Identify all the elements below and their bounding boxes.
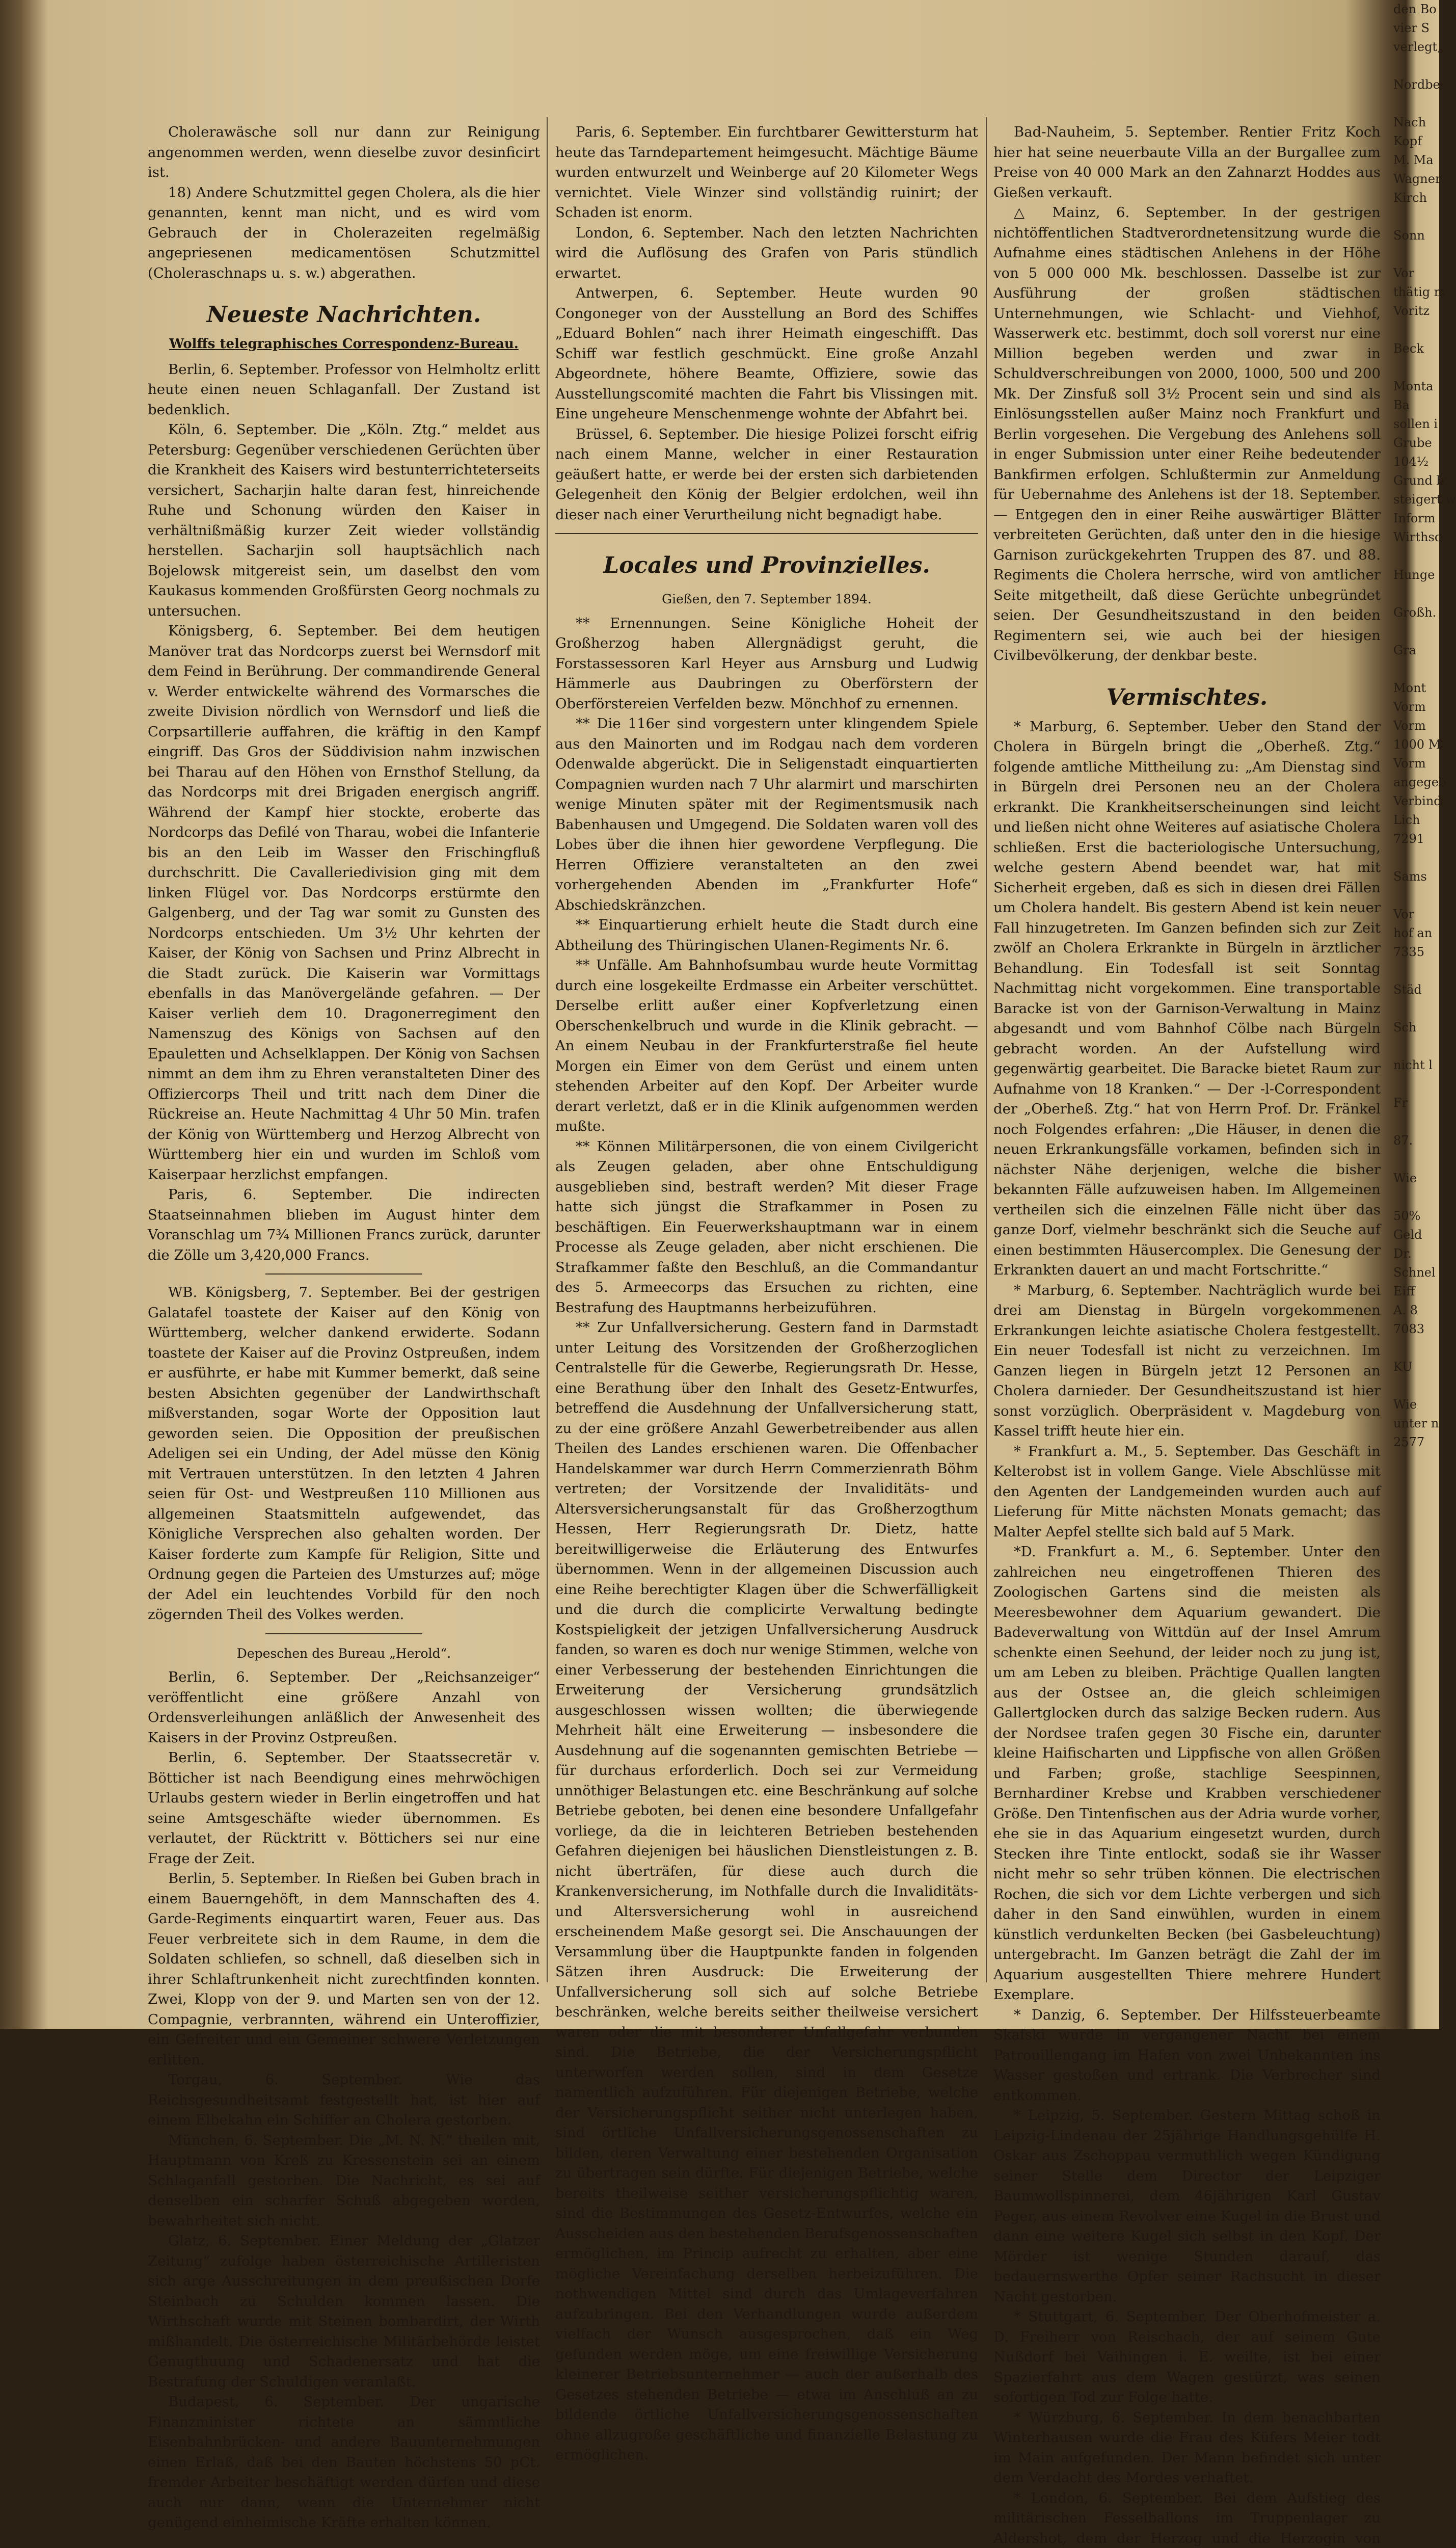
article-herold-3: Berlin, 5. September. In Rießen bei Guben brach in einem Bauerngehöft, in dem Mannschaften des 4. Garde-Regiments einquartirt waren, Feuer aus. Das Feuer verbreitete sich in dem Raume, in dem die Soldaten schliefen, so schnell, daß dieselben sich in ihrer Schlaftrunkenheit nicht zurechtfinden konnten. Zwei, Klopp von der 9. und Marten sen von der 12. Compagnie, verbrannten, während ein Unteroffizier, ein Gefreiter und ein Gemeiner schwere Verletzungen erlitten. <box>148 1869 540 2070</box>
adjacent-page-line <box>1393 999 1439 1018</box>
article-misc-7: * Stuttgart, 6. September. Der Oberhofmeister a. D. Freiherr von Reischach, der auf seinem Gute Nußdorf bei Vaihingen i. E. weilte, ist bei einer Spazierfahrt aus dem Wagen gestürzt, was seinen sofortigen Tod zur Folge hatte. <box>993 2307 1381 2408</box>
divider <box>265 1633 422 1634</box>
adjacent-page-line <box>1393 962 1439 980</box>
article-wolff-4: Paris, 6. September. Die indirecten Staatseinnahmen blieben im August hinter dem Voranschlag um 7¾ Millionen Francs zurück, darunter die Zölle um 3,420,000 Francs. <box>148 1185 540 1265</box>
adjacent-page-line: Verbind <box>1393 792 1439 811</box>
adjacent-page-line: Grund b <box>1393 471 1439 490</box>
adjacent-page-line: 7291 <box>1393 830 1439 848</box>
adjacent-page-line: Städ <box>1393 980 1439 999</box>
adjacent-page-line: Schnel <box>1393 1263 1439 1282</box>
cholera-rule-18: 18) Andere Schutzmittel gegen Cholera, als die hier genannten, kennt man nicht, und es wird vom Gebrauch der in Cholerazeiten regelmäßig angepriesenen medicamentösen Schutzmittel (Choleraschnaps u. s. w.) abgerathen. <box>148 183 540 284</box>
article-london: London, 6. September. Nach den letzten Nachrichten wird die Auflösung des Grafen von Paris stündlich erwartet. <box>555 223 978 284</box>
adjacent-page-line: 87. <box>1393 1131 1439 1150</box>
article-misc-2: * Marburg, 6. September. Nachträglich wurde bei drei am Dienstag in Bürgeln vorgekommenen Erkrankungen leichte asiatische Cholera festgestellt. Ein neuer Todesfall ist nicht zu verzeichnen. Im Ganzen liegen in Bürgeln jetzt 12 Personen an Cholera darnieder. Der Gesundheitszustand ist hier sonst vorzüglich. Oberpräsident v. Magdeburg von Kassel trifft heute hier ein. <box>993 1281 1381 1442</box>
adjacent-page-line: Vorm <box>1393 698 1439 716</box>
adjacent-page-line: Sch <box>1393 1018 1439 1037</box>
adjacent-page-line <box>1393 547 1439 566</box>
adjacent-page-line: verlegt, <box>1393 38 1439 57</box>
article-mainz: △ Mainz, 6. September. In der gestrigen nichtöffentlichen Stadtverordnetensitzung wurde die Aufnahme eines städtischen Anlehens in der Höhe von 5 000 000 Mk. beschlossen. Dasselbe ist zur Ausführung der großen städtischen Unternehmungen, wie Schlacht- und Viehhof, Wasserwerk etc. bestimmt, doch soll vorerst nur eine Million begeben werden und zwar in Schuldverschreibungen von 2000, 1000, 500 und 200 Mk. Der Zinsfuß soll 3½ Procent sein und sind als Einlösungsstellen außer Mainz noch Frankfurt und Berlin vorgesehen. Die Vergebung des Anlehens soll in enger Submission unter einer Reihe bedeutender Bankfirmen erfolgen. Schlußtermin zur Anmeldung für Uebernahme des Anlehens ist der 18. September. — Entgegen den in einer Reihe auswärtiger Blätter verbreiteten Gerüchten, daß unter den in die hiesige Garnison zurückgekehrten Truppen des 87. und 88. Regiments die Cholera herrsche, wird von amtlicher Seite mitgetheilt, daß diese Gerüchte unbegründet seien. Der Gesundheitszustand in den beiden Regimentern sei, wie auch bei der hiesigen Civilbevölkerung, der denkbar beste. <box>993 203 1381 666</box>
adjacent-page-line: sollen i <box>1393 415 1439 434</box>
section-sub-herold: Depeschen des Bureau „Herold“. <box>148 1643 540 1664</box>
adjacent-page-line: angegeb <box>1393 773 1439 792</box>
adjacent-page-line: Beck <box>1393 339 1439 358</box>
article-local-4: ** Unfälle. Am Bahnhofsumbau wurde heute Vormittag durch eine losgekeilte Erdmasse ein Arbeiter verschüttet. Derselbe erlitt außer einer Kopfverletzung einen Oberschenkelbruch und wurde in die Klinik gebracht. — An einem Neubau in der Frankfurterstraße fiel heute Morgen ein Eimer von dem Gerüst und einem unten stehenden Arbeiter auf den Kopf. Der Arbeiter wurde derart verletzt, daß er in die Klinik aufgenommen werden mußte. <box>555 956 978 1137</box>
adjacent-page-line <box>1393 1075 1439 1094</box>
article-misc-4: *D. Frankfurt a. M., 6. September. Unter den zahlreichen neu eingetroffenen Thieren des Zoologischen Gartens sind die meisten als Meeresbewohner dem Aquarium gewandert. Die Badeverwaltung von Wittdün auf der Insel Amrum schenkte einen Seehund, der leider noch zu jung ist, um am Leben zu bleiben. Prächtige Quallen langten aus der Ostsee an, die gleich schleimigen Gallertglocken durch das salzige Becken rudern. Aus der Nordsee trafen gegen 30 Fische ein, darunter kleine Haifischarten und Lippfische von allen Größen und Farben; große, stachlige Seespinnen, Bernhardiner Krebse und Krabben verschiedener Größe. Den Tintenfischen aus der Adria wurde vorher, ehe sie in das Aquarium eingesetzt wurden, durch Stecken ihre Tinte entlockt, sodaß sie ihr Wasser nicht mehr so sehr trüben können. Die electrischen Rochen, die sich vor dem Lichte verbergen und sich daher in den Sand einwühlen, wurden in einem künstlich verdunkelten Becken (bei Gasbeleuchtung) untergebracht. Im Ganzen beträgt die Zahl der im Aquarium ausgestellten Thiere mehrere Hundert Exemplare. <box>993 1542 1381 2005</box>
article-bad-nauheim: Bad-Nauheim, 5. September. Rentier Fritz Koch hier hat seine neuerbaute Villa an der Burgallee zum Preise von 40 000 Mark an den Zahnarzt Hoddes aus Gießen verkauft. <box>993 122 1381 203</box>
article-local-3: ** Einquartierung erhielt heute die Stadt durch eine Abtheilung des Thüringischen Ulanen-Regiments Nr. 6. <box>555 915 978 956</box>
adjacent-page-line <box>1393 886 1439 905</box>
adjacent-page-line <box>1393 1150 1439 1169</box>
adjacent-page-line: steigert w <box>1393 490 1439 509</box>
article-herold-5: München, 6. September. Die „M. N. N.“ theilen mit, Hauptmann von Kreß zu Kressenstein sei an einem Schlaganfall gestorben. Die Nachricht, es sei auf denselben ein scharfer Schuß abgegeben worden, bewahrheitet sich nicht. <box>148 2131 540 2232</box>
adjacent-page-fragment <box>1393 0 1439 2029</box>
article-misc-9: * London, 6. September. Bei dem Aufstieg des militärischen Fesselballons im Truppenlager zu Aldershot, dem der Herzog und die Herzogin von <box>993 2488 1381 2548</box>
adjacent-page-line: Nordbe <box>1393 75 1439 94</box>
adjacent-page-line: 7335 <box>1393 943 1439 962</box>
column-1 <box>148 122 540 2533</box>
adjacent-page-line: Eiff <box>1393 1282 1439 1301</box>
article-misc-5: * Danzig, 6. September. Der Hilfssteuerbeamte Skafski wurde in vergangener Nacht bei einem Patrouillengang im Hafen von zwei Unbekannten ins Wasser gestoßen und ertrank. Die Verbrecher sind entkommen. <box>993 2005 1381 2106</box>
adjacent-page-line: Wie <box>1393 1395 1439 1414</box>
newspaper-page <box>41 0 1386 2029</box>
adjacent-page-line: Sonn <box>1393 226 1439 245</box>
adjacent-page-line <box>1393 1188 1439 1207</box>
article-local-5: ** Können Militärpersonen, die von einem Civilgericht als Zeugen geladen, aber ohne Entschuldigung ausgeblieben sind, bestraft werden? Mit dieser Frage hatte sich jüngst die Strafkammer in Posen zu beschäftigen. Ein Feuerwerkshauptmann war in einem Processe als Zeuge geladen, aber nicht erschienen. Die Strafkammer faßte den Beschluß, an die Commandantur des 5. Armeecorps das Ersuchen zu richten, eine Bestrafung des Hauptmanns herbeizuführen. <box>555 1137 978 1318</box>
adjacent-page-line: Gra <box>1393 641 1439 660</box>
adjacent-page-line: Sams <box>1393 867 1439 886</box>
adjacent-page-line: 1000 M <box>1393 735 1439 754</box>
adjacent-page-line <box>1393 358 1439 377</box>
dateline: Gießen, den 7. September 1894. <box>555 589 978 609</box>
article-misc-8: * Würzburg, 6. September. In dem benachbarten Winterhausen wurde die Frau des Küfers Meier todt im Main aufgefunden. Der Mann befindet sich unter dem Verdacht des Mordes verhaftet. <box>993 2408 1381 2488</box>
cholera-rule-17: Cholerawäsche soll nur dann zur Reinigung angenommen werden, wenn dieselbe zuvor desinficirt ist. <box>148 122 540 183</box>
column-rule-1 <box>547 117 548 1982</box>
adjacent-page-line: M. Ma <box>1393 151 1439 170</box>
article-wolff-3: Königsberg, 6. September. Bei dem heutigen Manöver trat das Nordcorps zuerst bei Wernsdorf mit dem Feind in Berührung. Der commandirende General v. Werder entwickelte während des Vormarsches die zweite Division nördlich von Wernsdorf und ließ die Corpsartillerie auffahren, die kräftig in den Kampf eingriff. Das Gros der Süddivision nahm inzwischen bei Tharau auf den Höhen von Ernsthof Stellung, da das Nordcorps mit drei Brigaden energisch angriff. Während der Kampf hier stockte, eroberte das Nordcorps das Defilé von Tharau, wobei die Infanterie bis an den Leib im Wasser den Frischingfluß durchschritt. Die Cavalleriedivision ging mit dem linken Flügel vor. Das Nordcorps erstürmte den Galgenberg, und der Tag war somit zu Gunsten des Nordcorps entschieden. Um 3½ Uhr kehrten der Kaiser, der König von Sachsen und Prinz Albrecht in die Stadt zurück. Die Kaiserin war Vormittags ebenfalls in das Manövergelände gefahren. — Der Kaiser verlieh dem 10. Dragonerregiment den Namenszug des Königs von Sachsen auf den Epauletten und Achselklappen. Der König von Sachsen nimmt an dem ihm zu Ehren veranstalteten Diner des Offiziercorps Theil und tritt nach dem Diner die Rückreise an. Heute Nachmittag 4 Uhr 50 Min. trafen der König von Württemberg und Herzog Albrecht von Württemberg hier ein und wurden im Schloß vom Kaiserpaar herzlichst empfangen. <box>148 621 540 1185</box>
article-misc-1: * Marburg, 6. September. Ueber den Stand der Cholera in Bürgeln bringt die „Oberheß. Ztg.“ folgende amtliche Mittheilung zu: „Am Dienstag sind in Bürgeln drei Personen neu an der Cholera erkrankt. Die Krankheitserscheinungen sind leicht und ließen nicht ohne Weiteres auf asiatische Cholera schließen. Erst die bacteriologische Untersuchung, welche gestern Abend beendet war, hat mit Sicherheit ergeben, daß es sich in diesen drei Fällen um Cholera handelt. Bis gestern Abend ist kein neuer Fall hinzugetreten. Im Ganzen befinden sich zur Zeit zwölf an Cholera Erkrankte in Bürgeln in ärztlicher Behandlung. Ein Todesfall ist seit Sonntag Nachmittag nicht vorgekommen. Eine transportable Baracke ist von der Garnison-Verwaltung in Mainz abgesandt und vom Bahnhof Cölbe nach Bürgeln gebracht worden. An der Aufstellung wird gegenwärtig gearbeitet. Die Baracke bietet Raum zur Aufnahme von 18 Kranken.“ — Der -l-Correspondent der „Oberheß. Ztg.“ hat von Herrn Prof. Dr. Fränkel noch Folgendes erfahren: „Die Häuser, in denen die neuen Erkrankungsfälle vorkamen, befinden sich in nächster Nähe derjenigen, welche die bisher bekannten Fälle aufzuweisen haben. Im Allgemeinen vertheilen sich die einzelnen Fälle nicht über das ganze Dorf, vielmehr beschränkt sich die Seuche auf einen bestimmten Häusercomplex. Die Genesung der Erkrankten dauert an und macht Fortschritte.“ <box>993 717 1381 1281</box>
adjacent-page-line <box>1393 321 1439 339</box>
article-local-1: ** Ernennungen. Seine Königliche Hoheit der Großherzog haben Allergnädigst geruht, die Forstassessoren Karl Heyer aus Arnsburg und Ludwig Hämmerle aus Daubringen zu Oberförstern der Oberförstereien Verfelden bezw. Mönchhof zu ernennen. <box>555 614 978 714</box>
adjacent-page-line: hof an <box>1393 924 1439 943</box>
adjacent-page-line: A. 8 <box>1393 1301 1439 1320</box>
adjacent-page-line: Wirthsc <box>1393 528 1439 547</box>
column-3 <box>993 122 1381 2548</box>
adjacent-page-line: Dr. <box>1393 1244 1439 1263</box>
adjacent-page-line: Großh. <box>1393 603 1439 622</box>
article-local-2: ** Die 116er sind vorgestern unter klingendem Spiele aus den Mainorten und im Rodgau nach dem vorderen Odenwalde abgerückt. Die in Seligenstadt einquartierten Compagnien wurden nach 7 Uhr alarmirt und marschirten wenige Minuten später mit der Regimentsmusik nach Babenhausen und Umgegend. Die Soldaten waren voll des Lobes über die ihnen hier gewordene Verpflegung. Die Herren Offiziere veranstalteten an den zwei vorhergehenden Abenden im „Frankfurter Hofe“ Abschiedskränzchen. <box>555 714 978 915</box>
adjacent-page-line: Wie <box>1393 1169 1439 1188</box>
article-herold-7: Budapest, 6. September. Der ungarische Finanzminister richtete an sämmtliche Eisenbahnbrücken- und andere Bauunternehmungen einen Erlaß, daß bei den Bauten höchstens 50 pCt. fremder Arbeiter beschäftigt werden dürfen und diese auch nur dann, wenn die Unternehmer nicht genügend einheimische Kräfte erhalten können. <box>148 2392 540 2533</box>
adjacent-page-line <box>1393 94 1439 113</box>
column-2 <box>555 122 978 2465</box>
article-herold-2: Berlin, 6. September. Der Staatssecretär v. Bötticher ist nach Beendigung eines mehrwöchigen Urlaubs gestern wieder in Berlin eingetroffen und hat seine Amtsgeschäfte wieder übernommen. Es verlautet, der Rücktritt v. Böttichers sei nur eine Frage der Zeit. <box>148 1748 540 1869</box>
adjacent-page-line: Wagner <box>1393 170 1439 189</box>
article-wb-koenigsberg: WB. Königsberg, 7. September. Bei der gestrigen Galatafel toastete der Kaiser auf den König von Württemberg, welcher dankend erwiderte. Sodann toastete der Kaiser auf die Provinz Ostpreußen, indem er ausführte, er habe mit Kummer bemerkt, daß seine besten Absichten gegenüber der Landwirthschaft mißverstanden, sogar Worte der Opposition laut geworden seien. Die Opposition der preußischen Adeligen sei ein Unding, der Adel müsse den König mit Vertrauen unterstützen. In den letzten 4 Jahren seien für Ost- und Westpreußen 110 Millionen aus allgemeinen Staatsmitteln aufgewendet, das Königliche Versprechen also gehalten worden. Der Kaiser forderte zum Kampfe für Religion, Sitte und Ordnung gegen die Parteien des Umsturzes auf; möge der Adel ein leuchtendes Vorbild für den noch zögernden Theil des Volkes werden. <box>148 1283 540 1625</box>
adjacent-page-line: Vorm <box>1393 716 1439 735</box>
adjacent-page-line: Kopf <box>1393 132 1439 151</box>
adjacent-page-line: nicht l <box>1393 1056 1439 1075</box>
adjacent-page-line: 50% <box>1393 1207 1439 1226</box>
column-rule-2 <box>986 117 987 1982</box>
adjacent-page-line: unter n <box>1393 1414 1439 1433</box>
article-wolff-1: Berlin, 6. September. Professor von Helmholtz erlitt heute einen neuen Schlaganfall. Der Zustand ist bedenklich. <box>148 360 540 420</box>
adjacent-page-line: Inform <box>1393 509 1439 528</box>
article-local-6: ** Zur Unfallversicherung. Gestern fand in Darmstadt unter Leitung des Vorsitzenden der Großherzoglichen Centralstelle für die Gewerbe, Regierungsrath Dr. Hesse, eine Berathung über den Inhalt des Gesetz-Entwurfes, betreffend die Ausdehnung der Unfallversicherung statt, zu der eine größere Anzahl Gewerbetreibender aus allen Theilen des Landes erschienen waren. Die Offenbacher Handelskammer war durch Herrn Commerzienrath Böhm vertreten; der Vorsitzende der Invaliditäts- und Altersversicherungsanstalt für das Großherzogthum Hessen, Herr Regierungsrath Dr. Dietz, hatte bereitwilligerweise die Erläuterung des Entwurfes übernommen. Wenn in der allgemeinen Discussion auch eine Reihe berechtigter Klagen über die Schwerfälligkeit und die durch die complicirte Verwaltung bedingte Kostspieligkeit der jetzigen Unfallversicherung Ausdruck fanden, so waren es doch nur wenige Stimmen, welche von einer Verbesserung der bestehenden Einrichtungen die Erweiterung der Versicherung grundsätzlich ausgeschlossen wissen wollten; die überwiegende Mehrheit hält eine Erweiterung — insbesondere die Ausdehnung auf die sogenannten gemischten Betriebe — für durchaus erforderlich. Doch sei zur Vermeidung unnöthiger Belastungen etc. eine Beschränkung auf solche Betriebe geboten, bei denen eine besondere Unfallgefahr vorliege, da die in leichteren Betrieben bestehenden Gefahren diejenigen bei häuslichen Dienstleistungen z. B. nicht überträfen, für diese auch durch die Krankenversicherung, im Nothfalle durch die Invaliditäts- und Altersversicherung wohl in ausreichend erscheinendem Maße gesorgt sei. Die Anschauungen der Versammlung über die Hauptpunkte fanden in folgenden Sätzen ihren Ausdruck: Die Erweiterung der Unfallversicherung soll sich auf solche Betriebe beschränken, welche bereits seither theilweise versichert waren oder die mit besonderer Unfallgefahr verbunden sind. Die Betriebe, die der Versicherungspflicht unterworfen werden sollen, sind in dem Gesetze namentlich aufzuführen. Für diejenigen Betriebe, welche der Versicherungspflicht seither nicht unterlegen haben, sind örtliche Unfallversicherungsgenossenschaften zu bilden, deren Verwaltung einer bestehenden Organisation zu übertragen sein dürfte. Für diejenigen Betriebe, welche bereits theilweise seither versicherungspflichtig waren, sind die Bestimmungen des Gesetz-Entwurfes, welche ein Ausscheiden aus den bestehenden Berufsgenossenschaften ermöglichen, im Princip aufrecht zu erhalten, aber eine mögliche Vereinfachung derselben herbeizuführen. Die nothwendigen Mittel sind durch das Umlageverfahren aufzubringen. Bei den Verhandlungen wurde außerdem vielfach der Wunsch ausgesprochen, daß ein Weg gefunden werden möge, um eine freiwillige Versicherung kleinerer Betriebsunternehmer — auch der außerhalb des Gesetzes stehenden Betriebe — etwa im Anschluß an zu bildende örtliche Unfallversicherungsgenossenschaften ohne allzugroße geschäftliche und finanzielle Belastung zu ermöglichen. <box>555 1318 978 2465</box>
adjacent-page-line <box>1393 245 1439 264</box>
adjacent-page-line <box>1393 660 1439 679</box>
adjacent-page-line: Hunge <box>1393 566 1439 585</box>
adjacent-page-line: Voritz <box>1393 302 1439 321</box>
adjacent-page-line: Nach <box>1393 113 1439 132</box>
section-title-neueste-nachrichten: Neueste Nachrichten. <box>148 301 540 329</box>
adjacent-page-line: den Bo <box>1393 0 1439 19</box>
adjacent-page-line: Vor <box>1393 905 1439 924</box>
adjacent-page-line: vier S <box>1393 19 1439 38</box>
adjacent-page-line: Vorm <box>1393 754 1439 773</box>
adjacent-page-line: Fr <box>1393 1094 1439 1112</box>
article-herold-4: Torgau, 6. September. Wie das Reichsgesundheitsamt festgestellt hat, ist hier auf einem Elbekahn ein Schiffer an Cholera gestorben. <box>148 2070 540 2131</box>
adjacent-page-line <box>1393 1339 1439 1358</box>
article-bruessel: Brüssel, 6. September. Die hiesige Polizei forscht eifrig nach einem Manne, welcher in einer Restauration geäußert hatte, er werde bei der ersten sich darbietenden Gelegenheit den König der Belgier erdolchen, weil ihn dieser nach einer Verurtheilung nicht begnadigt habe. <box>555 424 978 525</box>
adjacent-page-line: Lich <box>1393 811 1439 830</box>
adjacent-page-line <box>1393 1037 1439 1056</box>
article-misc-6: * Leipzig, 5. September. Gestern Mittag schoß in Leipzig-Lindenau der 25jährige Handlungsgehülfe H. Oskar aus Zschoppau vermuthlich wegen Kündigung seiner Stelle dem Director der Leipziger Baumwollspinnerei, dem 46jährigen Karl Gustav Peger, aus einem Revolver eine Kugel in die Brust und dann eine weitere Kugel sich selbst in den Kopf. Der Mörder ist wenige Stunden darauf, das bedauernswerthe Opfer seiner Rachsucht in dieser Nacht gestorben. <box>993 2106 1381 2307</box>
article-wolff-2: Köln, 6. September. Die „Köln. Ztg.“ meldet aus Petersburg: Gegenüber verschiedenen Gerüchten über die Krankheit des Kaisers wird bestunterrichteterseits versichert, Sacharjin halte daran fest, hinreichende Ruhe und Schonung würden den Kaiser in verhältnißmäßig kurzer Zeit wieder vollständig herstellen. Sacharjin soll hauptsächlich nach Bojelowsk mitgereist sein, um daselbst den vom Kaukasus kommenden Großfürsten Georg nochmals zu untersuchen. <box>148 420 540 621</box>
adjacent-page-line <box>1393 1376 1439 1395</box>
section-sub-wolff: Wolffs telegraphisches Correspondenz-Bureau. <box>148 334 540 355</box>
article-misc-3: * Frankfurt a. M., 5. September. Das Geschäft in Kelterobst ist in vollem Gange. Viele Abschlüsse mit den Agenten der Landgemeinden wurden auch auf Lieferung für Mitte nächsten Monats gemacht; das Malter Aepfel stellte sich bald auf 5 Mark. <box>993 1442 1381 1543</box>
adjacent-page-line <box>1393 622 1439 641</box>
section-title-locales: Locales und Provinzielles. <box>555 551 978 580</box>
adjacent-page-line: Monta <box>1393 377 1439 396</box>
article-paris-storm: Paris, 6. September. Ein furchtbarer Gewittersturm hat heute das Tarndepartement heimgesucht. Mächtige Bäume wurden entwurzelt und Weinberge auf 20 Kilometer Wegs vernichtet. Viele Winzer sind vollständig ruinirt; der Schaden ist enorm. <box>555 122 978 223</box>
adjacent-page-line <box>1393 848 1439 867</box>
article-antwerpen: Antwerpen, 6. September. Heute wurden 90 Congoneger von der Ausstellung an Bord des Schiffes „Eduard Bohlen“ nach ihrer Heimath eingeschifft. Das Schiff war festlich geschmückt. Eine große Anzahl Abgeordnete, höhere Beamte, Offiziere, sowie das Ausstellungscomité machten die Fahrt bis Vlissingen mit. Eine ungeheure Menschenmenge wohnte der Abfahrt bei. <box>555 283 978 424</box>
section-title-vermischtes: Vermischtes. <box>993 683 1381 712</box>
adjacent-page-line: 104½ <box>1393 453 1439 471</box>
adjacent-page-line: 7083 <box>1393 1320 1439 1339</box>
adjacent-page-line <box>1393 207 1439 226</box>
adjacent-page-line: Grube <box>1393 434 1439 453</box>
adjacent-page-line <box>1393 1112 1439 1131</box>
adjacent-page-line: Kirch <box>1393 189 1439 207</box>
adjacent-page-line: Vor <box>1393 264 1439 283</box>
adjacent-page-line: Mont <box>1393 679 1439 698</box>
adjacent-page-line <box>1393 585 1439 603</box>
adjacent-page-line <box>1393 57 1439 75</box>
adjacent-page-line: thätig m <box>1393 283 1439 302</box>
article-herold-6: Glatz, 6. September. Einer Meldung der „Glatzer Zeitung“ zufolge haben österreichische Artilleristen sich arge Ausschreitungen in dem preußischen Dorfe Steinbach zu Schulden kommen lassen. Die Wirthschaft wurde mit Steinen bombardirt, der Wirth mißhandelt. Die österreichische Militärbehörde leistet Genugthuung und Schadenersatz und hat die Bestrafung der Schuldigen veranlaßt. <box>148 2231 540 2392</box>
divider <box>555 533 978 534</box>
adjacent-page-line: KU <box>1393 1358 1439 1376</box>
adjacent-page-line: Geld <box>1393 1226 1439 1244</box>
adjacent-page-line: Ba <box>1393 396 1439 415</box>
adjacent-page-line: 2577 <box>1393 1433 1439 1452</box>
divider <box>265 1273 422 1275</box>
article-herold-1: Berlin, 6. September. Der „Reichsanzeiger“ veröffentlicht eine größere Anzahl von Ordensverleihungen anläßlich der Anwesenheit des Kaisers in der Provinz Ostpreußen. <box>148 1667 540 1748</box>
